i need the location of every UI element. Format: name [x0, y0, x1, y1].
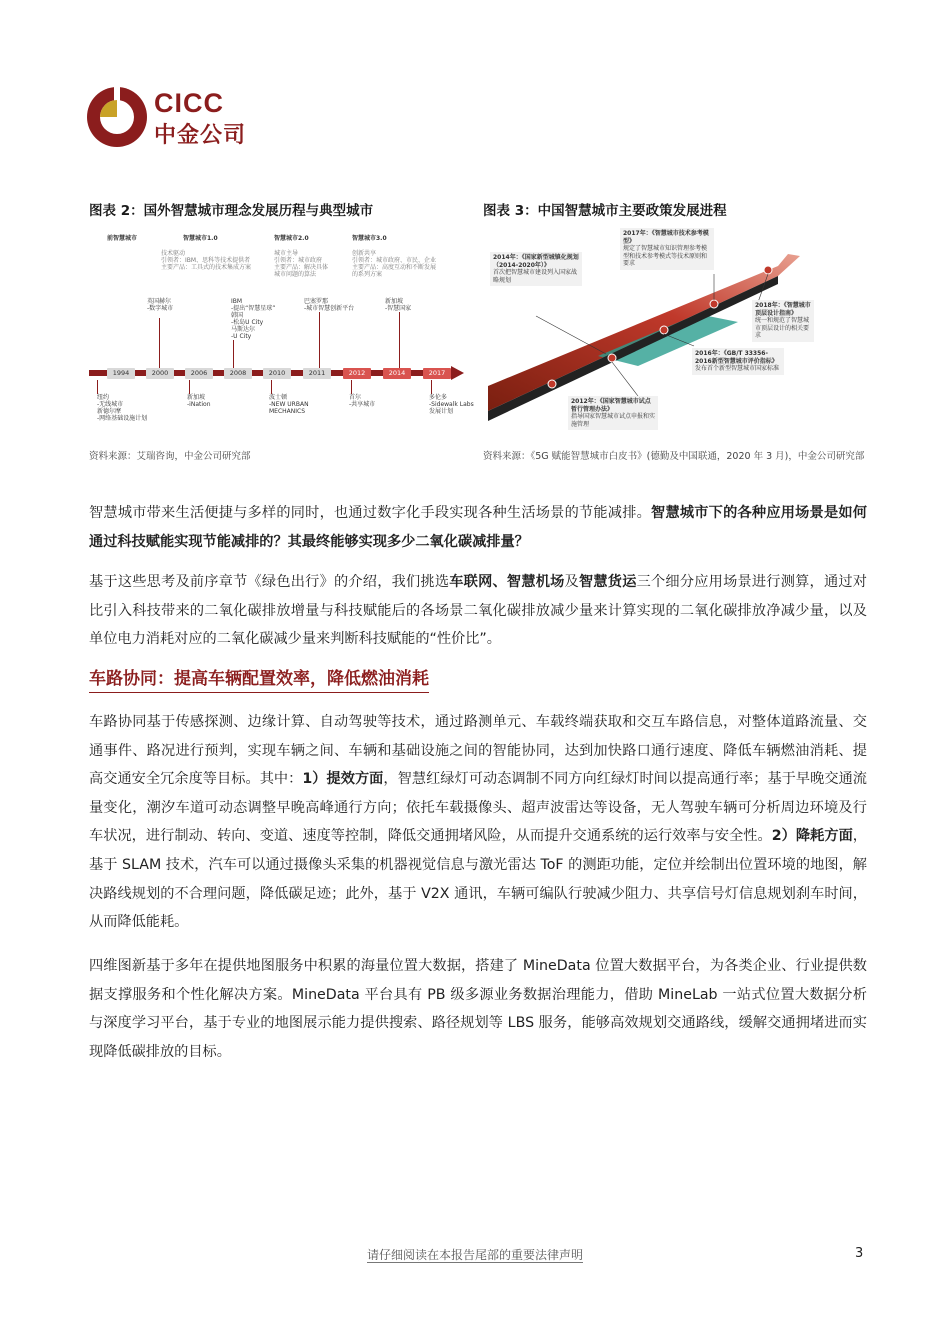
- year-box: 1994: [107, 368, 135, 379]
- stage-label: 智慧城市3.0: [352, 235, 387, 242]
- figure3-diagram: [488, 226, 811, 436]
- timeline-event: 首尔 -共享城市: [349, 394, 376, 408]
- year-box: 2000: [146, 368, 174, 379]
- year-box: 2006: [185, 368, 213, 379]
- policy-callout: 2012年：《国家智慧城市试点暂行管理办法》 指导国家智慧城市试点申报和实施管理: [568, 396, 658, 430]
- timeline-event: IBM -提出“智慧星球” 韩国 -松岛U City 马斯达尔 -U City: [231, 298, 276, 340]
- figure3-title: 图表 3：中国智慧城市主要政策发展进程: [483, 203, 727, 219]
- figure3-source: 资料来源：《5G 赋能智慧城市白皮书》(德勤及中国联通，2020 年 3 月)，中金公司研究部: [483, 451, 865, 462]
- paragraph-v2x: 车路协同基于传感探测、边缘计算、自动驾驶等技术，通过路测单元、车载终端获取和交互车路信息，对整体道路流量、交通事件、路况进行预判，实现车辆之间、车辆和基础设施之间的智能协同，达到加快路口通行速度、降低车辆燃油消耗、提高交通安全冗余度等目标。其中：1）提效方面，智慧红绿灯可动态调制不同方向红绿灯时间以提高通行率；基于早晚交通流量变化，潮汐车道可动态调整早晚高峰通行方向；依托车载摄像头、超声波雷达等设备，无人驾驶车辆可分析周边环境及行车状况，进行制动、转向、变道、速度等控制，降低交通拥堵风险，从而提升交通系统的运行效率与安全性。2）降耗方面，基于 SLAM 技术，汽车可以通过摄像头采集的机器视觉信息与激光雷达 ToF 的测距功能，定位并绘制出位置环境的地图，解决路线规划的不合理问题，降低碳足迹；此外，基于 V2X 通讯，车辆可编队行驶减少阻力、共享信号灯信息规划刹车时间，从而降低能耗。: [89, 714, 867, 931]
- year-box: 2011: [303, 368, 331, 379]
- section-heading: 车路协同：提高车辆配置效率，降低燃油消耗: [89, 664, 429, 693]
- stage-desc: 技术驱动 引领者：IBM、思科等技术提供者 主要产品：工具式的技术集成方案: [161, 250, 252, 271]
- timeline-event: 纽约 -无线城市 新德尔摩 -网络基础设施计划: [97, 394, 148, 422]
- logo-text-en: CICC: [154, 88, 224, 118]
- cicc-logo: [86, 86, 256, 152]
- stage-label: 智慧城市2.0: [274, 235, 309, 242]
- stage-desc: 创新共享 引领者：城市政府、市民、企业 主要产品：高度互动和不断发展 的系列方案: [352, 250, 437, 278]
- figure2-diagram: [89, 226, 474, 436]
- timeline-event: 新加坡 -iNation: [187, 394, 211, 408]
- timeline-event: 新加坡 -智慧国家: [385, 298, 412, 312]
- policy-callout: 2018年：《智慧城市顶层设计指南》 统一和规范了智慧城市顶层设计的相关要求: [752, 300, 814, 342]
- figure2-title: 图表 2：国外智慧城市理念发展历程与典型城市: [89, 203, 374, 219]
- paragraph-method: 基于这些思考及前序章节《绿色出行》的介绍，我们挑选车联网、智慧机场及智慧货运三个细分应用场景进行测算，通过对比引入科技带来的二氧化碳排放增量与科技赋能后的各场景二氧化碳排放减少量来计算实现的二氧化碳排放净减少量，以及单位电力消耗对应的二氧化碳减少量来判断科技赋能的“性价比”。: [89, 574, 867, 648]
- stage-label: 前智慧城市: [107, 235, 138, 242]
- page-number: 3: [855, 1246, 864, 1261]
- year-box: 2012: [343, 368, 371, 379]
- footer-disclaimer[interactable]: 请仔细阅读在本报告尾部的重要法律声明: [366, 1248, 583, 1262]
- year-box: 2008: [224, 368, 252, 379]
- paragraph-minedata: 四维图新基于多年在提供地图服务中积累的海量位置大数据，搭建了 MineData 位置大数据平台，为各类企业、行业提供数据支撑服务和个性化解决方案。MineData 平台具有 PB 级多源业务数据治理能力，借助 MineLab 一站式位置大数据分析与深度学习平台，基于专业的地图展示能力提供搜索、路径规划等 LBS 服务，能够高效规划交通路线，缓解交通拥堵进而实现降低碳排放的目标。: [89, 958, 867, 1060]
- timeline-event: 巴塞罗那 -城市智慧创新平台: [304, 298, 355, 312]
- figure2-source: 资料来源：艾瑞咨询，中金公司研究部: [89, 451, 251, 462]
- timeline-event: 波士顿 -NEW URBAN MECHANICS: [269, 394, 309, 415]
- cicc-logo-icon: [86, 86, 148, 148]
- policy-callout: 2016年：《GB/T 33356-2016新型智慧城市评价指标》 发布首个新型智慧城市国家标准: [692, 348, 784, 375]
- paragraph-intro: 智慧城市带来生活便捷与多样的同时，也通过数字化手段实现各种生活场景的节能减排。智慧城市下的各种应用场景是如何通过科技赋能实现节能减排的？其最终能够实现多少二氧化碳减排量？: [89, 505, 867, 550]
- year-box: 2010: [263, 368, 291, 379]
- year-box: 2014: [383, 368, 411, 379]
- policy-callout: 2014年：《国家新型城镇化规划（2014-2020年）》 首次把智慧城市建设列入国家战略规划: [490, 252, 582, 286]
- stage-desc: 城市主导 引领者：城市政府 主要产品：解决具体 城市问题的算法: [274, 250, 329, 278]
- stage-label: 智慧城市1.0: [183, 235, 218, 242]
- policy-callout: 2017年：《智慧城市技术参考模型》 规定了智慧城市知识管理参考模型和技术参考模式等技术原则和要求: [620, 228, 714, 270]
- year-box: 2017: [423, 368, 451, 379]
- timeline-event: 英国赫尔 -数字城市: [147, 298, 174, 312]
- logo-text-cn: 中金公司: [154, 123, 247, 148]
- timeline-event: 多伦多 -Sidewalk Labs 发展计划: [429, 394, 474, 415]
